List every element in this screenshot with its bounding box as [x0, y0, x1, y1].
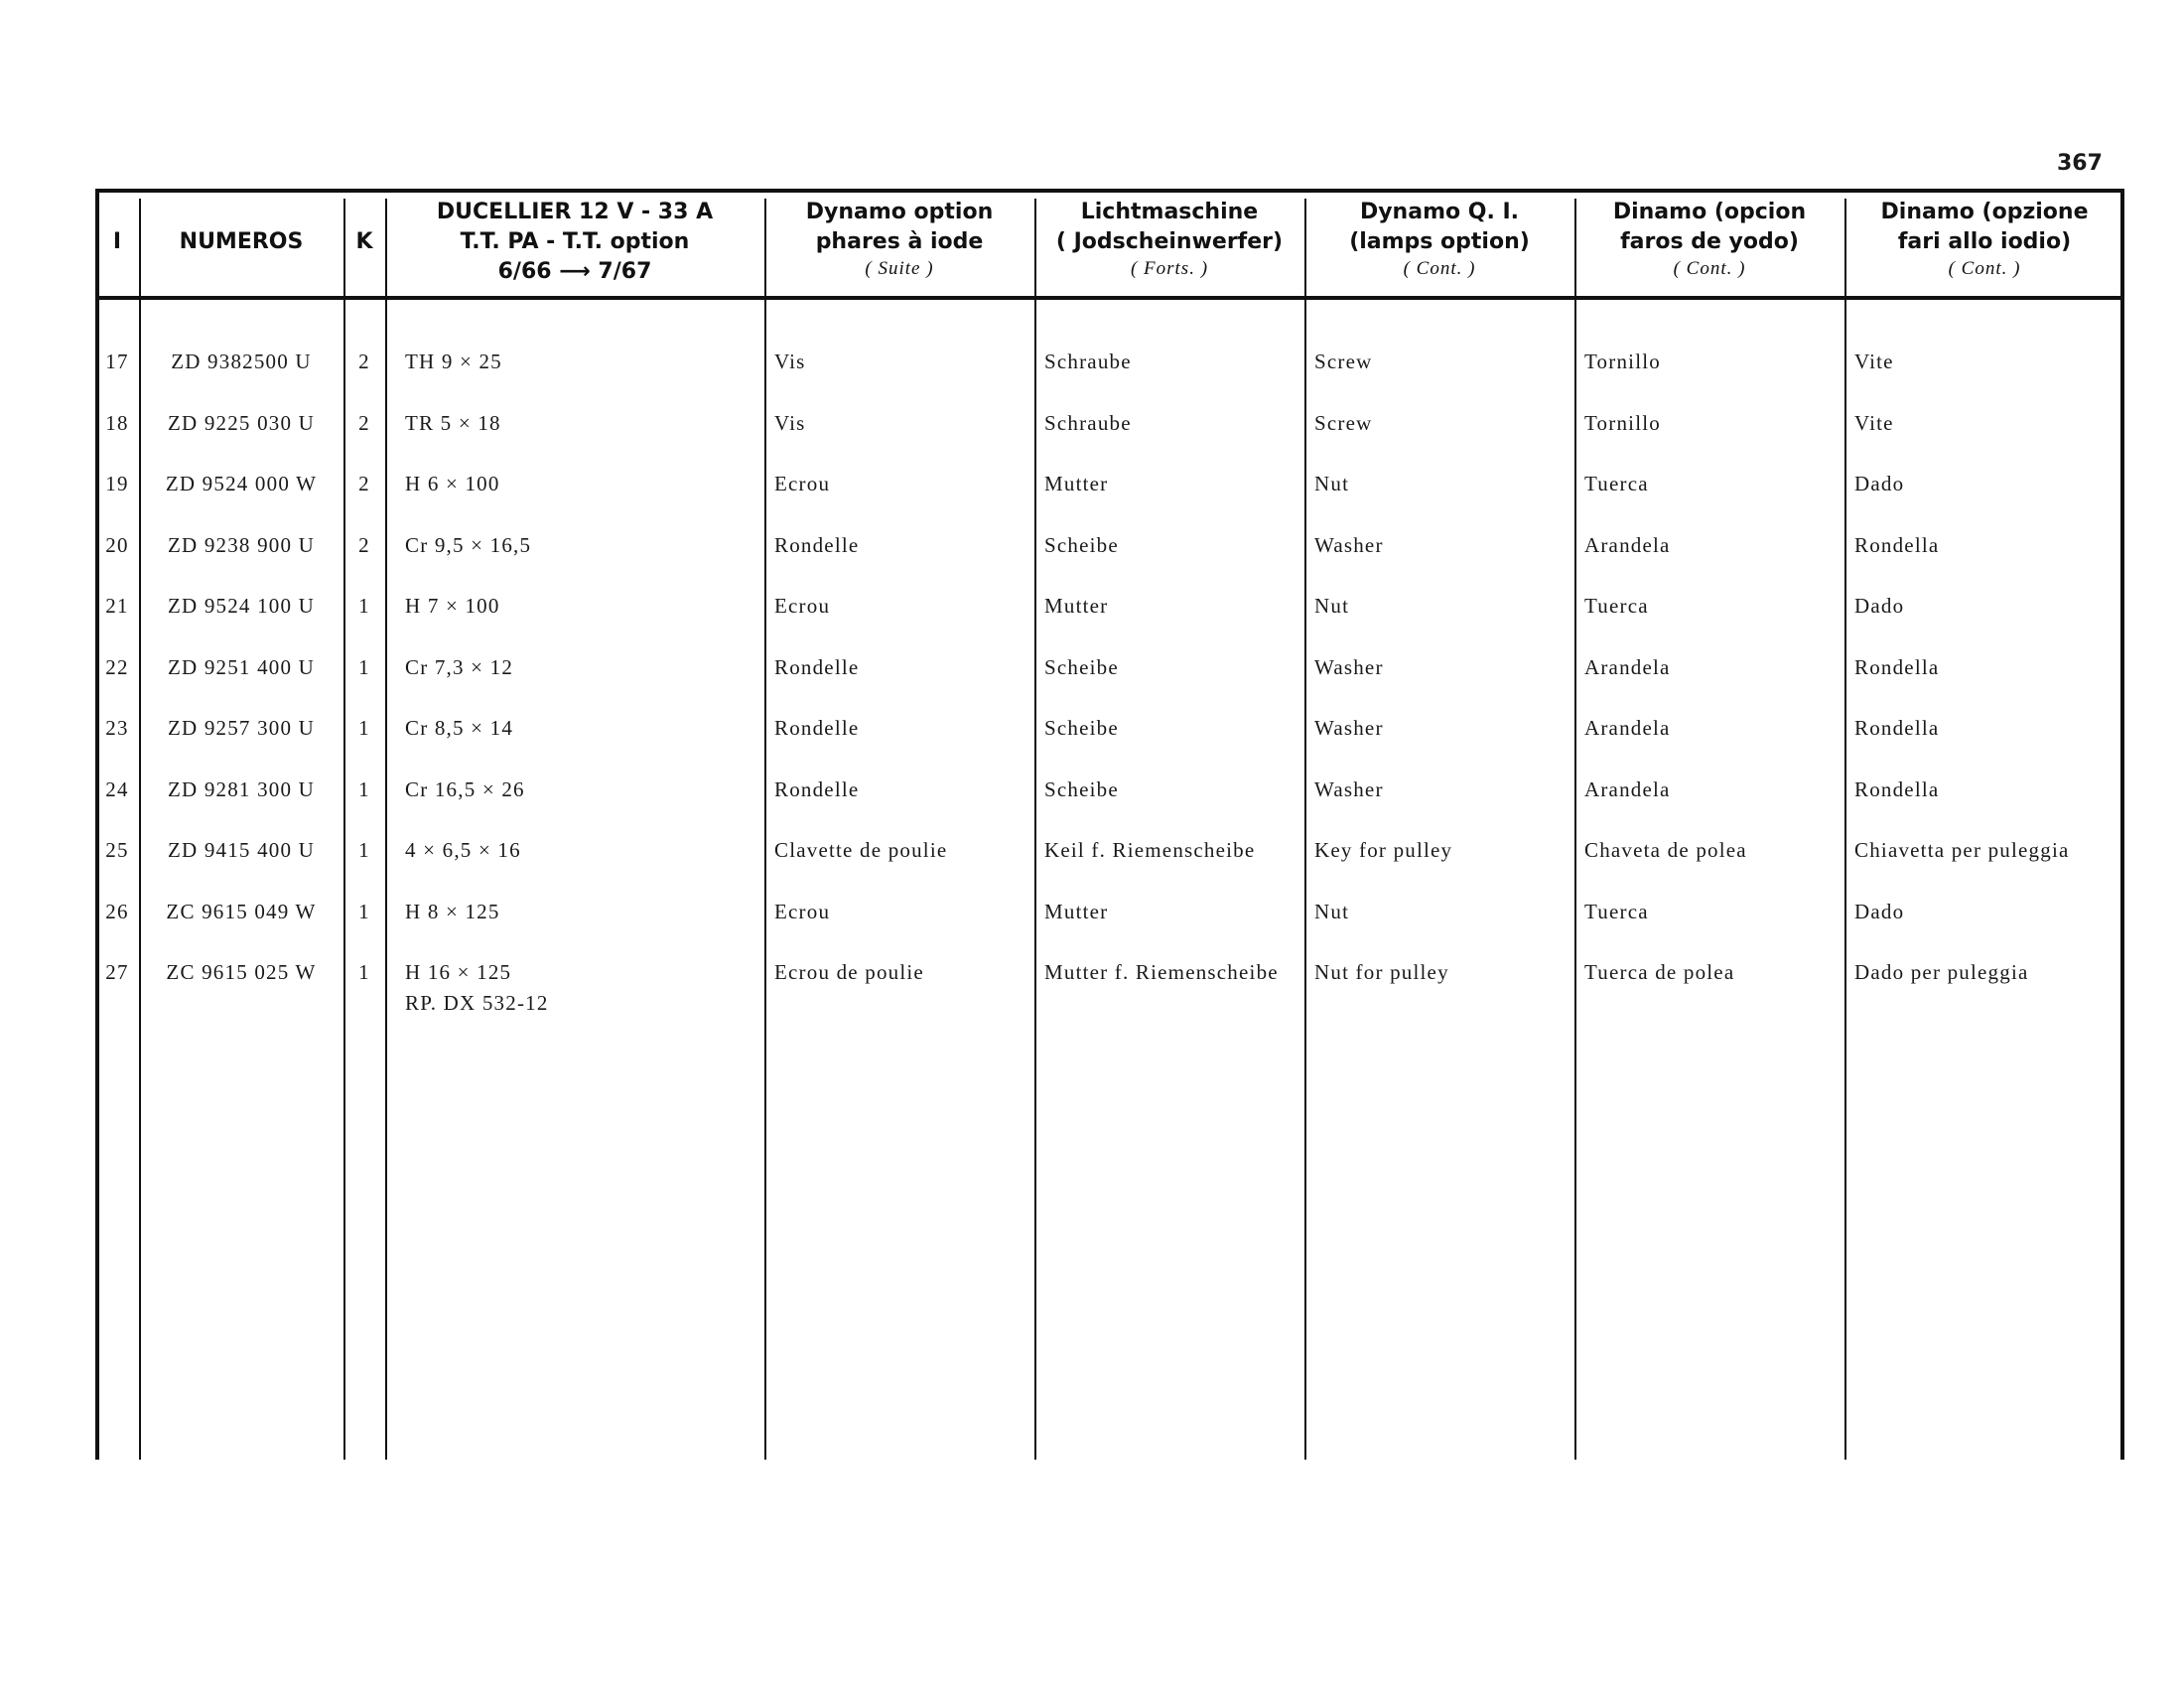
- table-top-rule: [95, 189, 2124, 193]
- header-index: [95, 227, 139, 257]
- cell-index: 17: [105, 350, 129, 373]
- column-divider: [343, 199, 345, 1460]
- cell-french: Rondelle: [774, 776, 860, 801]
- cell-quantity: 1: [358, 594, 370, 618]
- cell-german: Schraube: [1044, 410, 1132, 435]
- cell-french: Vis: [774, 350, 806, 373]
- cell-italian: Dado per puleggia: [1854, 960, 2029, 984]
- cell-quantity: 2: [358, 350, 370, 373]
- cell-italian: Dado: [1854, 594, 1905, 618]
- header-line: Dinamo (opzione: [1880, 200, 2089, 224]
- header-line: I: [112, 229, 122, 254]
- cell-english: Nut: [1314, 472, 1350, 495]
- cell-italian: Vite: [1854, 410, 1894, 435]
- cell-french: Ecrou: [774, 472, 831, 495]
- cell-german: Keil f. Riemenscheibe: [1044, 838, 1256, 862]
- cell-english: Washer: [1314, 532, 1384, 557]
- cell-german: Mutter: [1044, 899, 1109, 923]
- cell-index: 20: [105, 532, 129, 557]
- header-line: (lamps option): [1349, 229, 1530, 254]
- cell-spanish: Tornillo: [1584, 410, 1661, 435]
- cell-index: 19: [105, 472, 129, 495]
- cell-index: 21: [105, 594, 129, 618]
- cell-part-number: ZD 9382500 U: [171, 350, 312, 373]
- table-right-rule: [2120, 189, 2124, 1460]
- cell-designation: 4 × 6,5 × 16: [405, 838, 521, 862]
- cell-part-number: ZD 9415 400 U: [167, 838, 315, 862]
- cell-designation: H 16 × 125: [405, 960, 512, 984]
- cell-french: Rondelle: [774, 654, 860, 679]
- cell-spanish: Tuerca: [1584, 594, 1649, 618]
- header-line: Dynamo Q. I.: [1359, 200, 1520, 224]
- cell-french: Ecrou: [774, 594, 831, 618]
- header-line: faros de yodo): [1620, 229, 1799, 254]
- cell-french: Ecrou de poulie: [774, 960, 924, 984]
- cell-designation: H 6 × 100: [405, 472, 500, 495]
- header-line: T.T. PA - T.T. option: [460, 229, 690, 254]
- header-line: Dynamo option: [805, 200, 994, 224]
- cell-german: Mutter f. Riemenscheibe: [1044, 960, 1279, 984]
- cell-italian: Rondella: [1854, 776, 1940, 801]
- cell-spanish: Arandela: [1584, 654, 1671, 679]
- cell-italian: Dado: [1854, 472, 1905, 495]
- cell-spanish: Arandela: [1584, 532, 1671, 557]
- header-line: Dinamo (opcion: [1612, 200, 1807, 224]
- cell-french: Ecrou: [774, 899, 831, 923]
- cell-designation: Cr 9,5 × 16,5: [405, 532, 532, 557]
- cell-part-number: ZD 9238 900 U: [167, 532, 315, 557]
- page-number: 367: [2057, 151, 2103, 176]
- header-italian: [1844, 198, 2124, 281]
- header-line: fari allo iodio): [1897, 229, 2072, 254]
- header-numeros: [139, 227, 343, 257]
- header-designation: [385, 198, 764, 287]
- header-continuation: ( Cont. ): [1403, 258, 1476, 279]
- cell-french: Clavette de poulie: [774, 838, 948, 862]
- cell-german: Scheibe: [1044, 776, 1119, 801]
- column-divider: [1034, 199, 1036, 1460]
- cell-french: Vis: [774, 410, 806, 435]
- cell-part-number: ZD 9281 300 U: [167, 776, 315, 801]
- cell-quantity: 2: [358, 472, 370, 495]
- cell-index: 23: [105, 716, 129, 740]
- cell-english: Washer: [1314, 654, 1384, 679]
- cell-german: Schraube: [1044, 350, 1132, 373]
- header-line: DUCELLIER 12 V - 33 A: [436, 200, 714, 224]
- cell-german: Mutter: [1044, 472, 1109, 495]
- cell-part-number: ZD 9524 000 W: [165, 472, 318, 495]
- header-french: [764, 198, 1034, 281]
- header-line: phares à iode: [815, 229, 984, 254]
- cell-spanish: Tuerca de polea: [1584, 960, 1735, 984]
- cell-english: Nut: [1314, 899, 1350, 923]
- cell-designation: H 7 × 100: [405, 594, 500, 618]
- cell-part-number: ZD 9225 030 U: [167, 410, 315, 435]
- cell-italian: Vite: [1854, 350, 1894, 373]
- cell-french: Rondelle: [774, 532, 860, 557]
- cell-designation: H 8 × 125: [405, 899, 500, 923]
- cell-index: 18: [105, 410, 129, 435]
- header-line: 6/66 ⟶ 7/67: [497, 259, 652, 284]
- cell-english: Washer: [1314, 716, 1384, 740]
- header-line: K: [355, 229, 373, 254]
- header-k: [343, 227, 385, 257]
- header-bottom-rule: [95, 296, 2124, 300]
- cell-italian: Rondella: [1854, 532, 1940, 557]
- column-divider: [1304, 199, 1306, 1460]
- cell-spanish: Chaveta de polea: [1584, 838, 1747, 862]
- cell-french: Rondelle: [774, 716, 860, 740]
- header-spanish: [1574, 198, 1844, 281]
- column-divider: [139, 199, 141, 1460]
- cell-quantity: 1: [358, 960, 370, 984]
- column-divider: [385, 199, 387, 1460]
- cell-index: 25: [105, 838, 129, 862]
- cell-quantity: 2: [358, 532, 370, 557]
- header-german: [1034, 198, 1304, 281]
- header-continuation: ( Cont. ): [1948, 258, 2021, 279]
- cell-index: 27: [105, 960, 129, 984]
- parts-table: [95, 189, 2124, 1460]
- cell-designation: Cr 8,5 × 14: [405, 716, 514, 740]
- cell-index: 26: [105, 899, 129, 923]
- cell-italian: Dado: [1854, 899, 1905, 923]
- cell-part-number: ZD 9257 300 U: [167, 716, 315, 740]
- cell-spanish: Arandela: [1584, 776, 1671, 801]
- cell-index: 24: [105, 776, 129, 801]
- header-continuation: ( Cont. ): [1673, 258, 1746, 279]
- cell-english: Washer: [1314, 776, 1384, 801]
- cell-designation: Cr 16,5 × 26: [405, 776, 525, 801]
- column-divider: [764, 199, 766, 1460]
- column-divider: [1844, 199, 1846, 1460]
- cell-designation-reference: RP. DX 532-12: [405, 991, 549, 1015]
- header-line: Lichtmaschine: [1080, 200, 1259, 224]
- cell-part-number: ZC 9615 025 W: [166, 960, 317, 984]
- header-english: [1304, 198, 1574, 281]
- cell-english: Key for pulley: [1314, 838, 1453, 862]
- cell-quantity: 1: [358, 654, 370, 679]
- cell-quantity: 1: [358, 899, 370, 923]
- header-continuation: ( Suite ): [865, 258, 934, 279]
- cell-german: Mutter: [1044, 594, 1109, 618]
- header-line: ( Jodscheinwerfer): [1055, 229, 1284, 254]
- cell-part-number: ZD 9251 400 U: [167, 654, 315, 679]
- cell-quantity: 2: [358, 410, 370, 435]
- cell-quantity: 1: [358, 716, 370, 740]
- cell-index: 22: [105, 654, 129, 679]
- cell-quantity: 1: [358, 776, 370, 801]
- cell-italian: Rondella: [1854, 716, 1940, 740]
- header-line: NUMEROS: [179, 229, 304, 254]
- header-continuation: ( Forts. ): [1130, 258, 1209, 279]
- cell-german: Scheibe: [1044, 716, 1119, 740]
- cell-part-number: ZD 9524 100 U: [167, 594, 315, 618]
- cell-quantity: 1: [358, 838, 370, 862]
- cell-german: Scheibe: [1044, 654, 1119, 679]
- cell-spanish: Tornillo: [1584, 350, 1661, 373]
- cell-part-number: ZC 9615 049 W: [166, 899, 317, 923]
- cell-designation: TH 9 × 25: [405, 350, 502, 373]
- cell-english: Screw: [1314, 410, 1373, 435]
- cell-designation: TR 5 × 18: [405, 410, 501, 435]
- cell-english: Nut: [1314, 594, 1350, 618]
- cell-spanish: Tuerca: [1584, 899, 1649, 923]
- cell-designation: Cr 7,3 × 12: [405, 654, 514, 679]
- column-divider: [1574, 199, 1576, 1460]
- cell-spanish: Arandela: [1584, 716, 1671, 740]
- cell-english: Nut for pulley: [1314, 960, 1449, 984]
- table-left-rule: [95, 189, 99, 1460]
- cell-italian: Chiavetta per puleggia: [1854, 838, 2070, 862]
- cell-spanish: Tuerca: [1584, 472, 1649, 495]
- cell-english: Screw: [1314, 350, 1373, 373]
- cell-italian: Rondella: [1854, 654, 1940, 679]
- cell-german: Scheibe: [1044, 532, 1119, 557]
